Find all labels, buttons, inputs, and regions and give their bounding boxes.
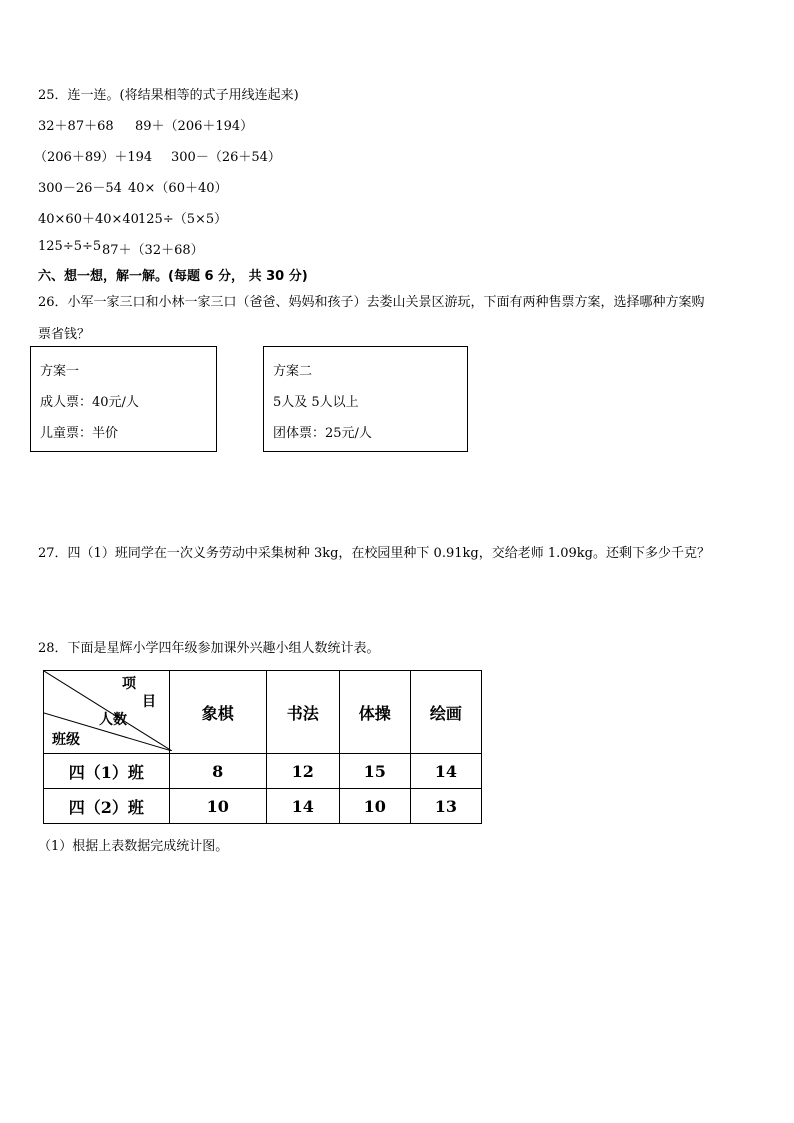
- cell-class2-calligraphy: 14: [266, 789, 339, 824]
- plan-1-box: [30, 346, 217, 452]
- corner-label-mu: 目: [142, 694, 156, 710]
- column-header-gymnastics: 体操: [339, 671, 410, 754]
- q25-row-1-left: 32＋87＋68: [38, 119, 114, 134]
- table-corner-cell: [44, 671, 170, 754]
- q27-text: 27．四（1）班同学在一次义务劳动中采集树种 3kg，在校园里种下 0.91kg，交给老师 1.09kg。还剩下多少千克？: [38, 546, 710, 561]
- q25-row-5-right: 87＋（32＋68）: [102, 243, 204, 258]
- corner-label-class: 班级: [52, 732, 80, 748]
- q26-text-line2: 票省钱？: [38, 327, 91, 342]
- q25-row-2-left: （206＋89）＋194: [34, 150, 153, 165]
- row-label-class-2: 四（2）班: [44, 789, 170, 824]
- plan-2-line2: 团体票：25元/人: [273, 426, 372, 441]
- q25-row-3-right: 40×（60＋40）: [128, 181, 228, 196]
- q25-row-4-left: 40×60＋40×40: [38, 212, 139, 227]
- q25-row-2-right: 300－（26＋54）: [171, 150, 281, 165]
- cell-class1-chess: 8: [169, 754, 266, 789]
- row-label-class-1: 四（1）班: [44, 754, 170, 789]
- q25-row-4-right: 125÷（5×5）: [138, 212, 228, 227]
- q25-row-1-right: 89＋（206＋194）: [135, 119, 254, 134]
- q26-text-line1: 26．小军一家三口和小林一家三口（爸爸、妈妈和孩子）去娄山关景区游玩，下面有两种售票方案，选择哪种方案购: [38, 295, 705, 310]
- plan-1-line2: 儿童票：半价: [40, 426, 119, 441]
- section-6-title: 六、想一想，解一解。(每题 6 分， 共 30 分): [38, 269, 308, 284]
- q25-title: 25．连一连。(将结果相等的式子用线连起来): [38, 88, 299, 103]
- column-header-painting: 绘画: [410, 671, 481, 754]
- q28-sub1: （1）根据上表数据完成统计图。: [38, 839, 229, 854]
- cell-class2-painting: 13: [410, 789, 481, 824]
- cell-class1-gymnastics: 15: [339, 754, 410, 789]
- cell-class1-painting: 14: [410, 754, 481, 789]
- table-row: [44, 754, 482, 789]
- column-header-calligraphy: 书法: [266, 671, 339, 754]
- column-header-chess: 象棋: [169, 671, 266, 754]
- plan-2-title: 方案二: [273, 364, 313, 379]
- cell-class2-chess: 10: [169, 789, 266, 824]
- q28-text: 28．下面是星辉小学四年级参加课外兴趣小组人数统计表。: [38, 641, 380, 656]
- plan-2-box: [263, 346, 468, 452]
- table-row: [44, 789, 482, 824]
- table-header-row: [44, 671, 482, 754]
- cell-class2-gymnastics: 10: [339, 789, 410, 824]
- q25-row-5-left: 125÷5÷5: [38, 239, 102, 254]
- corner-label-item: 项: [122, 676, 136, 692]
- plan-2-line1: 5人及 5人以上: [273, 395, 359, 410]
- q25-row-3-left: 300－26－54: [38, 181, 122, 196]
- plan-1-line1: 成人票：40元/人: [40, 395, 139, 410]
- stats-table: [43, 670, 482, 824]
- cell-class1-calligraphy: 12: [266, 754, 339, 789]
- plan-1-title: 方案一: [40, 364, 80, 379]
- corner-label-people: 人数: [99, 712, 127, 728]
